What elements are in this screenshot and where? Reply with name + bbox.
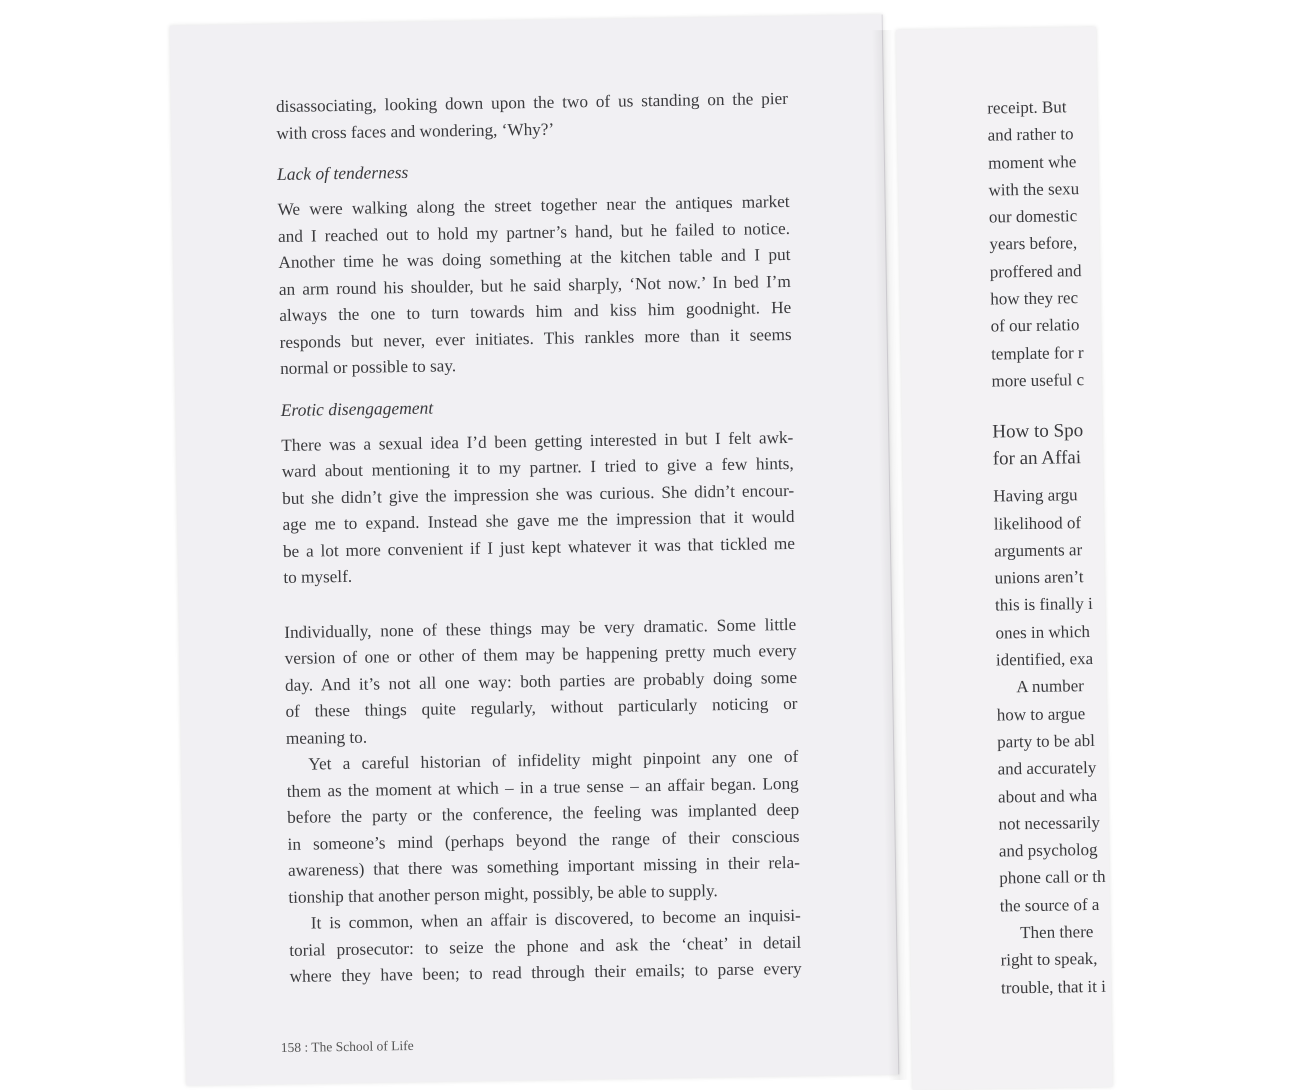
text-line: phone call or th xyxy=(999,867,1106,888)
text-line: before the party or the conference, the feeling was implanted deep xyxy=(287,799,800,827)
section-heading: How to Spo xyxy=(992,420,1084,443)
text-line: always the one to turn towards him and kiss him goodnight. He xyxy=(279,297,792,325)
text-line: an arm round his shoulder, but he said sharply, ‘Not now.’ In bed I’m xyxy=(278,271,791,299)
text-line: party to be abl xyxy=(997,730,1096,752)
text-line: more useful c xyxy=(991,370,1085,391)
text-line: and accurately xyxy=(997,758,1097,779)
right-page xyxy=(896,27,1113,1090)
text-line: Another time he was doing something at the kitchen table and I put xyxy=(278,244,791,272)
text-line: right to speak, xyxy=(1000,949,1098,970)
text-line: It is common, when an affair is discovered, to become an inquisi- xyxy=(310,905,801,933)
text-line: arguments ar xyxy=(994,540,1083,561)
text-line: this is finally i xyxy=(994,594,1093,615)
text-line: version of one or other of them may be happening pretty much every xyxy=(284,640,797,668)
text-line: Individually, none of these things may be very dramatic. Some little xyxy=(284,614,797,642)
text-line: Having argu xyxy=(993,485,1078,506)
text-line: torial prosecutor: to seize the phone and ask the ‘cheat’ in detail xyxy=(289,932,802,960)
text-line: ward about mentioning it to my partner. I tried to give a few hints, xyxy=(281,453,794,481)
text-line: A number xyxy=(1016,676,1085,697)
text-line: the source of a xyxy=(999,894,1100,916)
text-line: identified, exa xyxy=(995,649,1094,670)
text-line: of our relatio xyxy=(990,315,1080,336)
section-heading: for an Affai xyxy=(992,447,1082,470)
text-line: be a lot more convenient if I just kept whatever it was that tickled me xyxy=(282,533,796,561)
page-footer: 158 : The School of Life xyxy=(280,1037,414,1056)
text-line: There was a sexual idea I’d been getting interested in but I felt awk- xyxy=(281,427,794,455)
text-line: responds but never, ever initiates. This rankles more than it seems xyxy=(279,324,792,352)
left-page xyxy=(170,14,900,1085)
text-line: not necessarily xyxy=(998,812,1101,834)
text-line: receipt. But xyxy=(987,97,1067,118)
text-line: awareness) that there was something important missing in their rela- xyxy=(287,852,801,880)
subheading-erotic-disengagement: Erotic disengagement xyxy=(280,397,434,420)
subheading-lack-of-tenderness: Lack of tenderness xyxy=(276,161,409,184)
text-line: likelihood of xyxy=(993,512,1082,534)
text-line: but she didn’t give the impression she was curious. She didn’t encour- xyxy=(282,480,795,508)
text-line: and psycholog xyxy=(998,840,1098,861)
text-line: proffered and xyxy=(989,260,1082,282)
text-line: tionship that another person might, possibly, be able to supply. xyxy=(288,880,718,907)
text-line: them as the moment at which – in a true sense – an affair began. Long xyxy=(286,773,799,801)
text-line: where they have been; to read through their emails; to parse every xyxy=(289,958,802,986)
right-page-text xyxy=(987,90,1301,1002)
text-line: age me to expand. Instead she gave me the impression that it would xyxy=(282,506,795,534)
text-line: and rather to xyxy=(987,124,1074,145)
text-line: moment whe xyxy=(987,151,1077,173)
text-line: meaning to. xyxy=(285,727,368,748)
text-line: how to argue xyxy=(996,703,1086,725)
text-line: of these things quite regularly, without particularly noticing or xyxy=(285,693,798,721)
text-line: template for r xyxy=(990,342,1084,364)
text-line: with cross faces and wondering, ‘Why?’ xyxy=(276,119,555,143)
text-line: years before, xyxy=(989,233,1078,255)
text-line: ones in which xyxy=(995,621,1091,643)
text-line: trouble, that it i xyxy=(1000,976,1107,998)
text-line: and I reached out to hold my partner’s hand, but he failed to notice. xyxy=(277,218,791,246)
text-line: normal or possible to say. xyxy=(279,356,457,378)
text-line: with the sexu xyxy=(988,179,1080,200)
text-line: about and wha xyxy=(997,785,1098,807)
text-line: We were walking along the street together near the antiques market xyxy=(277,191,790,219)
text-line: disassociating, looking down upon the two of us standing on the pier xyxy=(275,88,789,117)
text-line: in someone’s mind (perhaps beyond the range of their conscious xyxy=(287,826,800,854)
text-line: unions aren’t xyxy=(994,567,1084,588)
left-page-text xyxy=(276,86,802,990)
text-line: Then there xyxy=(1020,922,1094,943)
text-line: Yet a careful historian of infidelity might pinpoint any one of xyxy=(308,746,799,774)
text-line: to myself. xyxy=(283,566,353,587)
text-line: our domestic xyxy=(988,206,1078,227)
text-line: day. And it’s not all one way: both parties are probably doing some xyxy=(284,667,798,695)
text-line: how they rec xyxy=(990,288,1079,309)
